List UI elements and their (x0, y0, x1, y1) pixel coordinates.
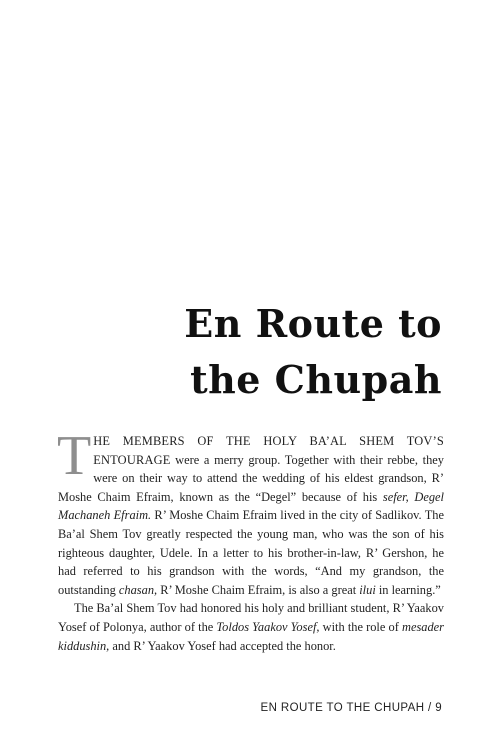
paragraph-1 (57, 425, 444, 599)
paragraph-2 (58, 599, 444, 655)
chapter-title-line-1: En Route to (184, 301, 442, 346)
chapter-title (184, 296, 442, 408)
chapter-body (57, 425, 444, 655)
running-footer: EN ROUTE TO THE CHUPAH / 9 (260, 702, 442, 714)
paragraph-1-text-1: were a merry group. Together with their rebbe, they were on their way to attend the wedding of his eldest grandson, R’ Moshe Chaim Efraim, known as the “Degel” because of his (58, 452, 444, 504)
lead-in-caps: HE MEMBERS OF THE HOLY BA’AL SHEM TOV’S ENTOURAGE (93, 434, 444, 467)
paragraph-2-text-3: and R’ Yaakov Yosef had accepted the honor. (109, 638, 336, 653)
chapter-title-line-2: the Chupah (190, 357, 442, 402)
drop-cap: T (57, 425, 92, 487)
paragraph-1-text-4: in learning.” (375, 582, 441, 597)
paragraph-2-italic-2: mesader kiddushin, (58, 619, 444, 653)
paragraph-1-text-2: R’ Moshe Chaim Efraim lived in the city of Sadlikov. The Ba’al Shem Tov greatly respected the young man, who was the son of his righteous daughter, Udele. In a letter to his brother-in-law, R’ Gershon, he had referred to his grandson with the words, “And my grandson, the outstanding (58, 508, 444, 597)
paragraph-1-text-3: R’ Moshe Chaim Efraim, is also a great (157, 582, 360, 597)
paragraph-1-italic-1: sefer, Degel Machaneh Efraim. (58, 489, 444, 523)
paragraph-1-italic-3: ilui (359, 582, 376, 597)
paragraph-2-text-2: with the role of (319, 619, 403, 634)
paragraph-2-text-1: The Ba’al Shem Tov had honored his holy and brilliant student, R’ Yaakov Yosef of Polonya, author of the (58, 601, 444, 634)
paragraph-2-italic-1: Toldos Yaakov Yosef, (216, 619, 320, 634)
paragraph-1-italic-2: chasan, (118, 582, 158, 597)
